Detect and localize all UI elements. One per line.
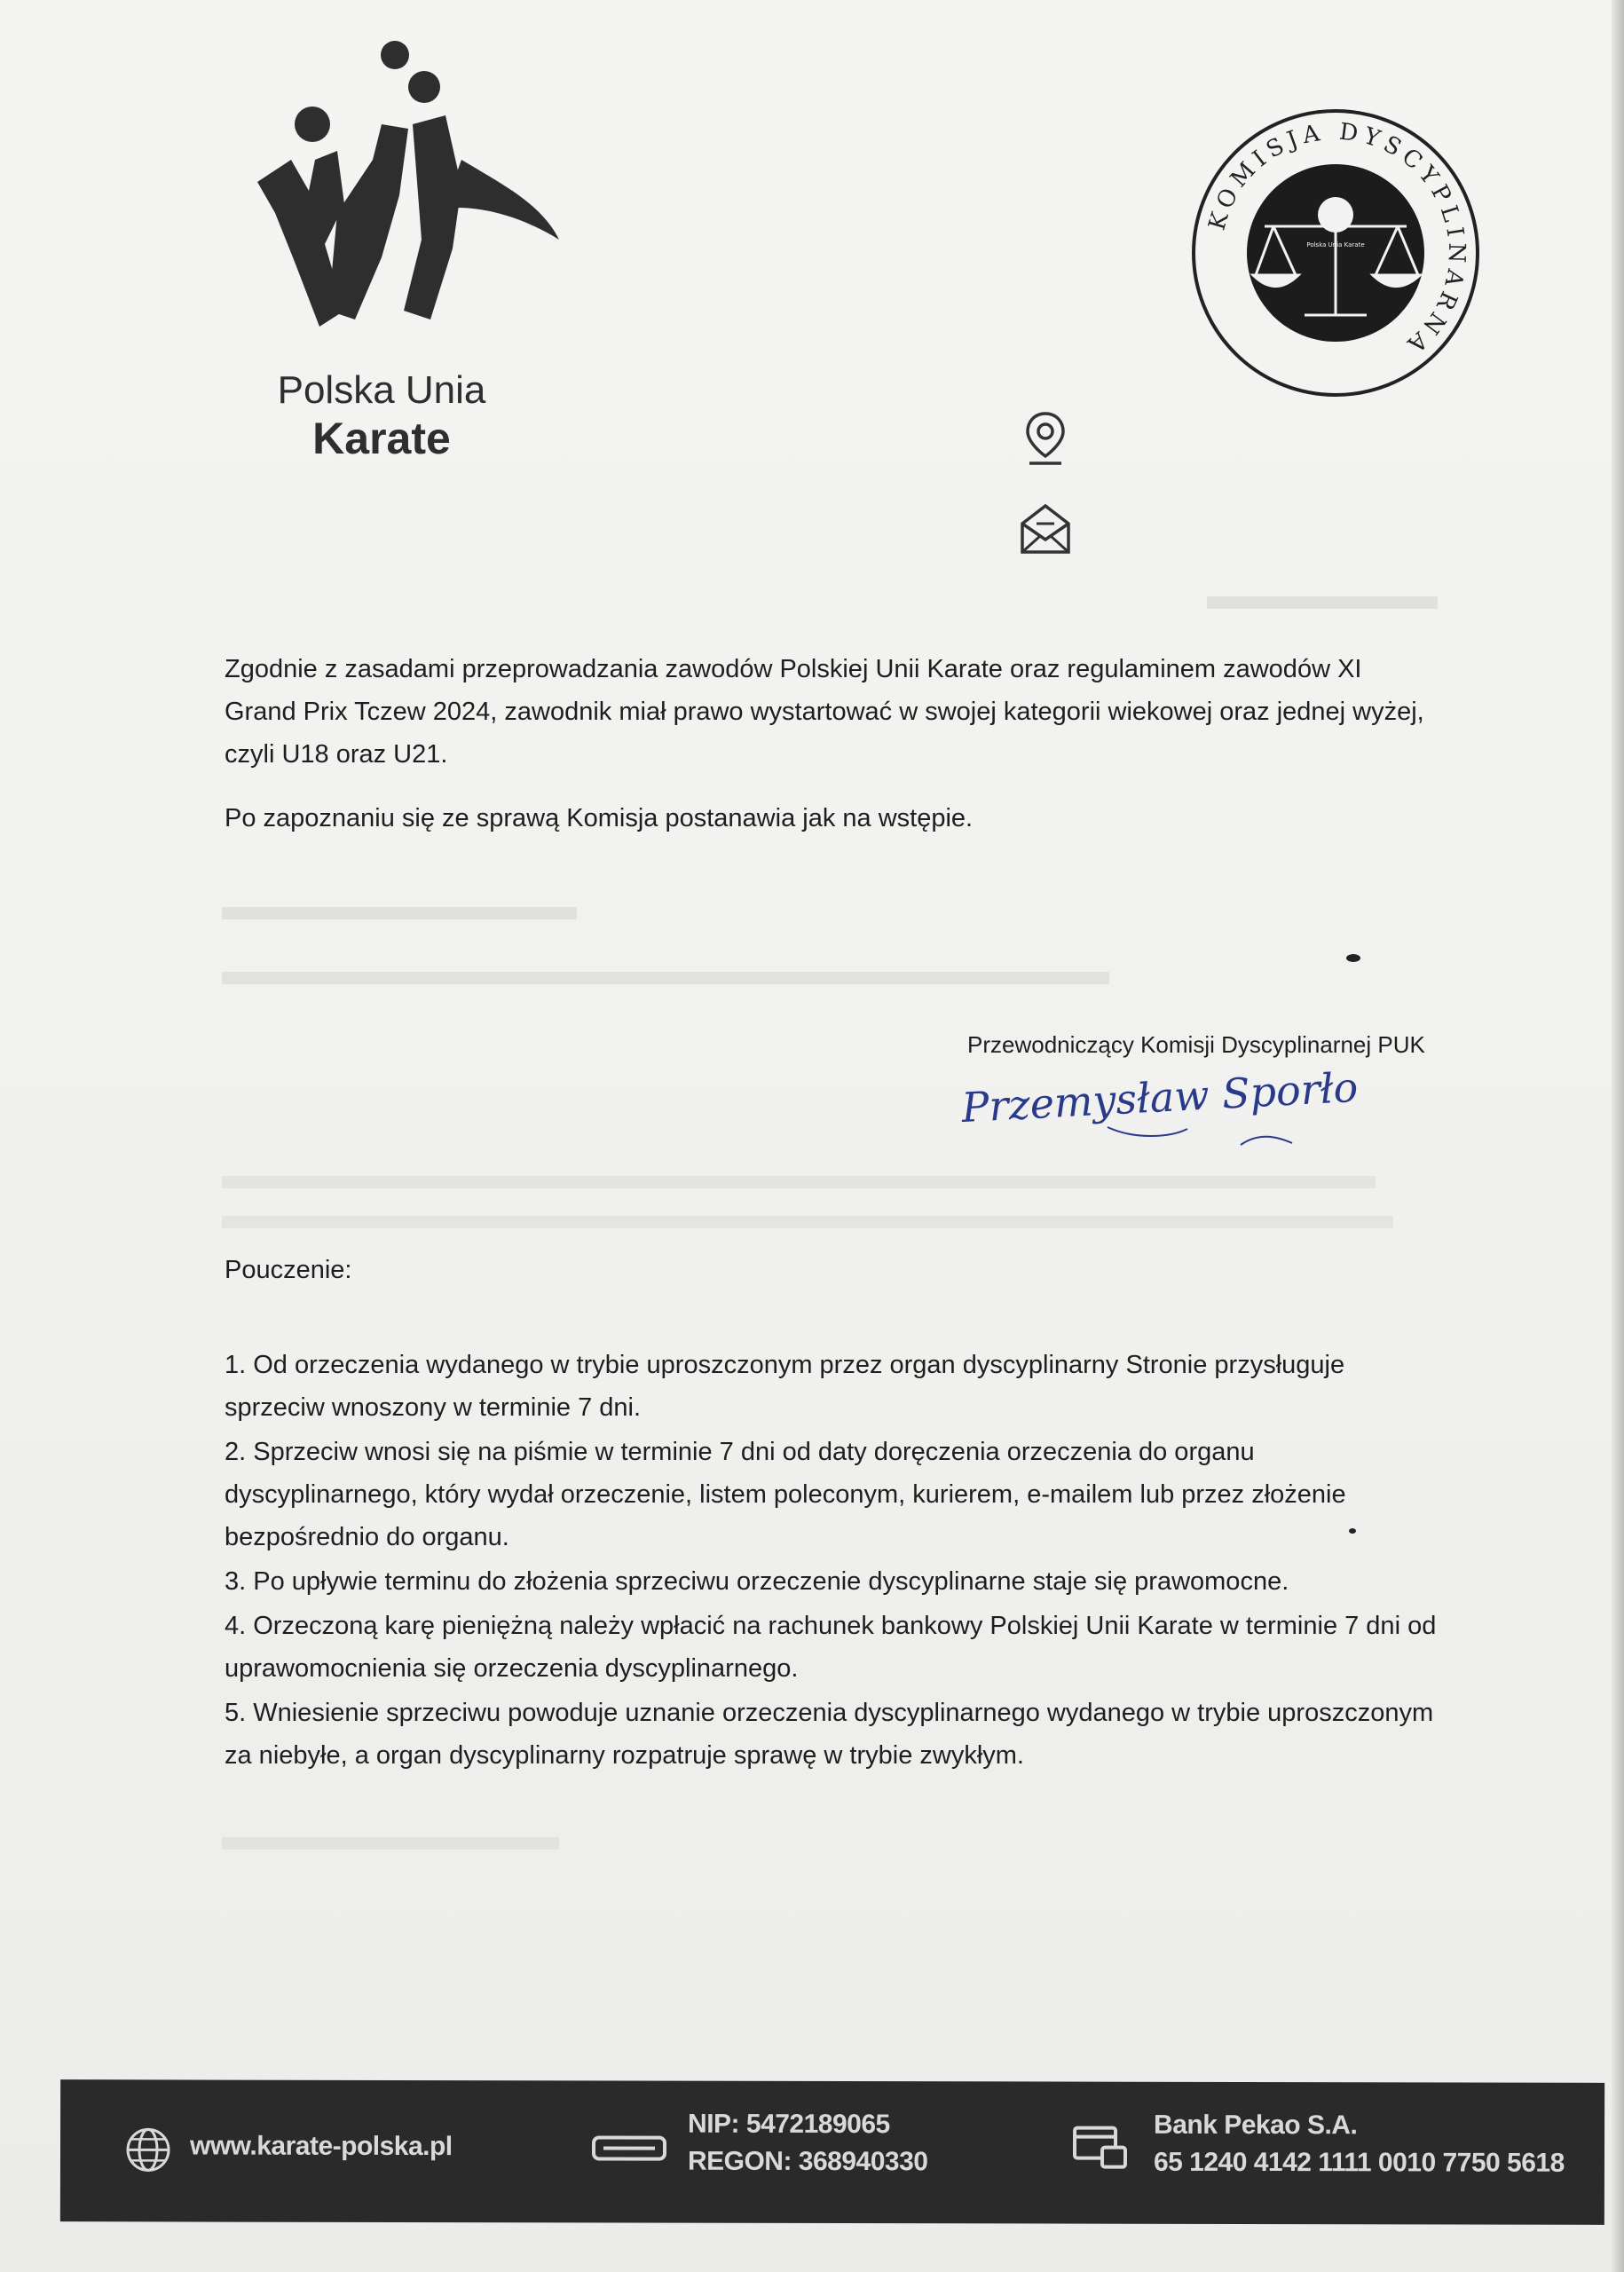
globe-icon [124, 2126, 172, 2177]
instructions-heading: Pouczenie: [225, 1256, 352, 1284]
list-item: 4. Orzeczoną karę pieniężną należy wpłacić na rachunek bankowy Polskiej Unii Karate w terminie 7 dni od uprawomocnienia się orzeczenia dyscyplinarnego. [225, 1612, 1437, 1683]
show-through-text [222, 1837, 559, 1850]
svg-text:Przemysław Sporło: Przemysław Sporło [960, 1062, 1360, 1132]
instructions-list [225, 1344, 1440, 1779]
karate-figures-logo-icon [240, 27, 559, 364]
nip-number: NIP: 5472189065 [688, 2109, 890, 2140]
show-through-text [1207, 596, 1438, 609]
disciplinary-commission-seal [1189, 106, 1482, 399]
regon-number: REGON: 368940330 [687, 2146, 928, 2177]
ink-speck [1346, 954, 1360, 962]
organization-logo [240, 27, 559, 462]
envelope-icon [1019, 499, 1072, 556]
show-through-text [222, 1176, 1376, 1188]
scales-seal-icon [1189, 106, 1482, 399]
id-card-icon [591, 2130, 667, 2169]
website-link[interactable]: www.karate-polska.pl [189, 2131, 453, 2162]
show-through-text [222, 1216, 1393, 1228]
bank-account-number: 65 1240 4142 1111 0010 7750 5618 [1153, 2147, 1565, 2178]
svg-text:Polska Unia Karate: Polska Unia Karate [1306, 241, 1365, 248]
show-through-text [222, 972, 1109, 984]
decision-paragraph: Po zapoznaniu się ze sprawą Komisja postanawia jak na wstępie. [225, 804, 974, 832]
svg-text:KOMISJA DYSCYPLINARNA: KOMISJA DYSCYPLINARNA [1203, 118, 1470, 361]
logo-title-line1: Polska Unia [277, 368, 486, 412]
location-pin-icon [1019, 410, 1072, 467]
justification-paragraph: Zgodnie z zasadami przeprowadzania zawodów Polskiej Unii Karate oraz regulaminem zawodów XI Grand Prix Tczew 2024, zawodnik miał prawo wystartować w swojej kategorii wiekowej oraz jednej wyżej, czyli U18 oraz U21. [225, 655, 1424, 769]
list-item: 5. Wniesienie sprzeciwu powoduje uznanie orzeczenia dyscyplinarnego wydanego w trybie uproszczonym za niebyłe, a organ dyscyplinarny rozpatruje sprawę w trybie zwykłym. [225, 1699, 1434, 1770]
signatory-title: Przewodniczący Komisji Dyscyplinarnej PUK [967, 1031, 1425, 1058]
show-through-text [222, 907, 577, 919]
list-item: 1. Od orzeczenia wydanego w trybie uproszczonym przez organ dyscyplinarny Stronie przysługuje sprzeciw wnoszony w terminie 7 dni. [225, 1351, 1345, 1422]
bank-card-icon [1072, 2123, 1129, 2176]
logo-title-line2: Karate [312, 414, 451, 463]
handwritten-signature [957, 1058, 1418, 1156]
list-item: 3. Po upływie terminu do złożenia sprzeciwu orzeczenie dyscyplinarne staje się prawomocne. [225, 1567, 1289, 1596]
footer-bar [60, 2079, 1604, 2225]
paper-edge [1612, 0, 1624, 2272]
bank-name: Bank Pekao S.A. [1154, 2110, 1358, 2141]
list-item: 2. Sprzeciw wnosi się na piśmie w terminie 7 dni od daty doręczenia orzeczenia do organu dyscyplinarnego, który wydał orzeczenie, listem poleconym, kurierem, e-mailem lub przez złożenie bezpośrednio do organu. [225, 1438, 1346, 1551]
